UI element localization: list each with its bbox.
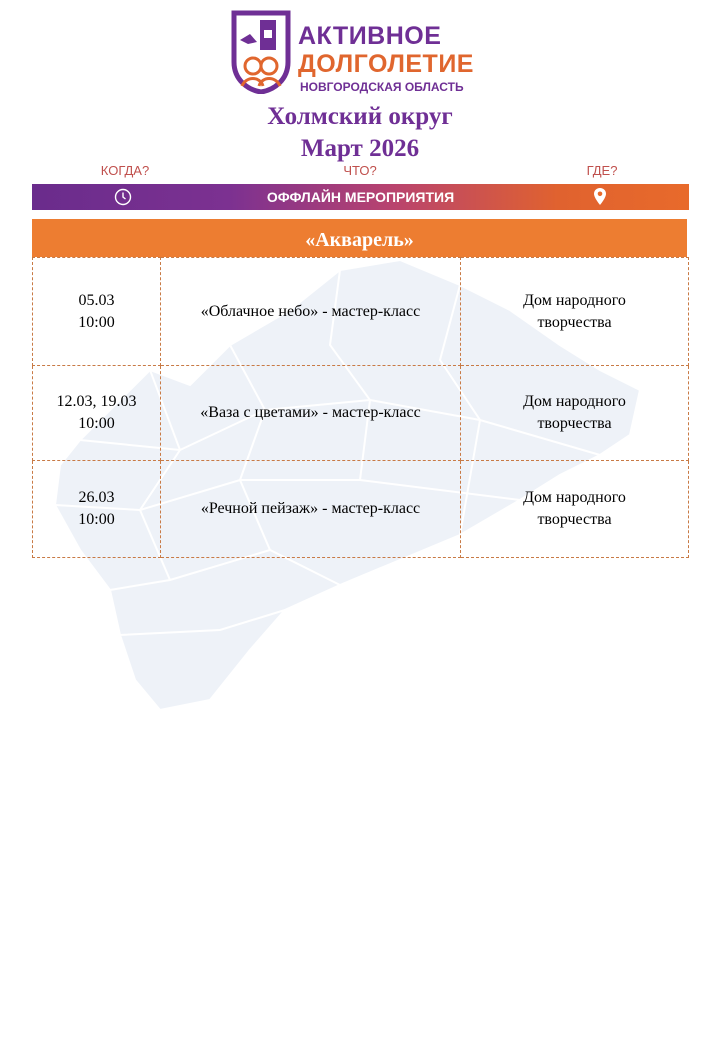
column-label-when: КОГДА?: [100, 163, 150, 178]
location-pin-icon: [593, 187, 607, 206]
logo-subtitle: НОВГОРОДСКАЯ ОБЛАСТЬ: [300, 80, 464, 94]
event-title: «Ваза с цветами» - мастер-класс: [200, 404, 421, 421]
event-venue-line1: Дом народного: [523, 291, 626, 309]
table-row: [33, 258, 689, 366]
table-row: [33, 366, 689, 461]
event-venue-line1: Дом народного: [523, 393, 626, 410]
event-when-cell: [33, 258, 161, 366]
table-row: [33, 461, 689, 558]
month-title: Март 2026: [300, 135, 420, 162]
column-label-where: ГДЕ?: [586, 163, 618, 178]
event-date: 05.03: [78, 291, 115, 309]
event-title: «Речной пейзаж» - мастер-класс: [200, 500, 421, 517]
column-label-what: ЧТО?: [343, 163, 377, 178]
event-where-cell: [461, 366, 689, 461]
event-what-cell: [161, 461, 461, 558]
event-venue-line2: творчества: [537, 511, 612, 528]
event-time: 10:00: [78, 313, 115, 331]
banner-title: ОФФЛАЙН МЕРОПРИЯТИЯ: [266, 189, 455, 205]
section-title: «Акварель»: [305, 229, 414, 251]
event-title: «Облачное небо» - мастер-класс: [200, 302, 421, 320]
logo-emblem-icon: [230, 10, 292, 94]
event-where-cell: [461, 461, 689, 558]
event-time: 10:00: [78, 511, 115, 528]
schedule-table: [32, 257, 689, 558]
section-header: [32, 219, 687, 257]
logo-title-line2: ДОЛГОЛЕТИЕ: [298, 50, 474, 78]
event-venue-line2: творчества: [537, 415, 612, 432]
event-what-cell: [161, 366, 461, 461]
event-what-cell: [161, 258, 461, 366]
event-when-cell: [33, 366, 161, 461]
event-date: 26.03: [78, 489, 115, 506]
event-venue-line1: Дом народного: [523, 489, 626, 506]
offline-events-banner: [32, 184, 689, 210]
logo-title-line1: АКТИВНОЕ: [298, 22, 442, 50]
event-when-cell: [33, 461, 161, 558]
event-date: 12.03, 19.03: [56, 393, 137, 410]
event-where-cell: [461, 258, 689, 366]
event-venue-line2: творчества: [537, 313, 612, 331]
logo: [230, 10, 500, 96]
district-title: Холмский округ: [267, 103, 453, 130]
event-time: 10:00: [78, 415, 115, 432]
